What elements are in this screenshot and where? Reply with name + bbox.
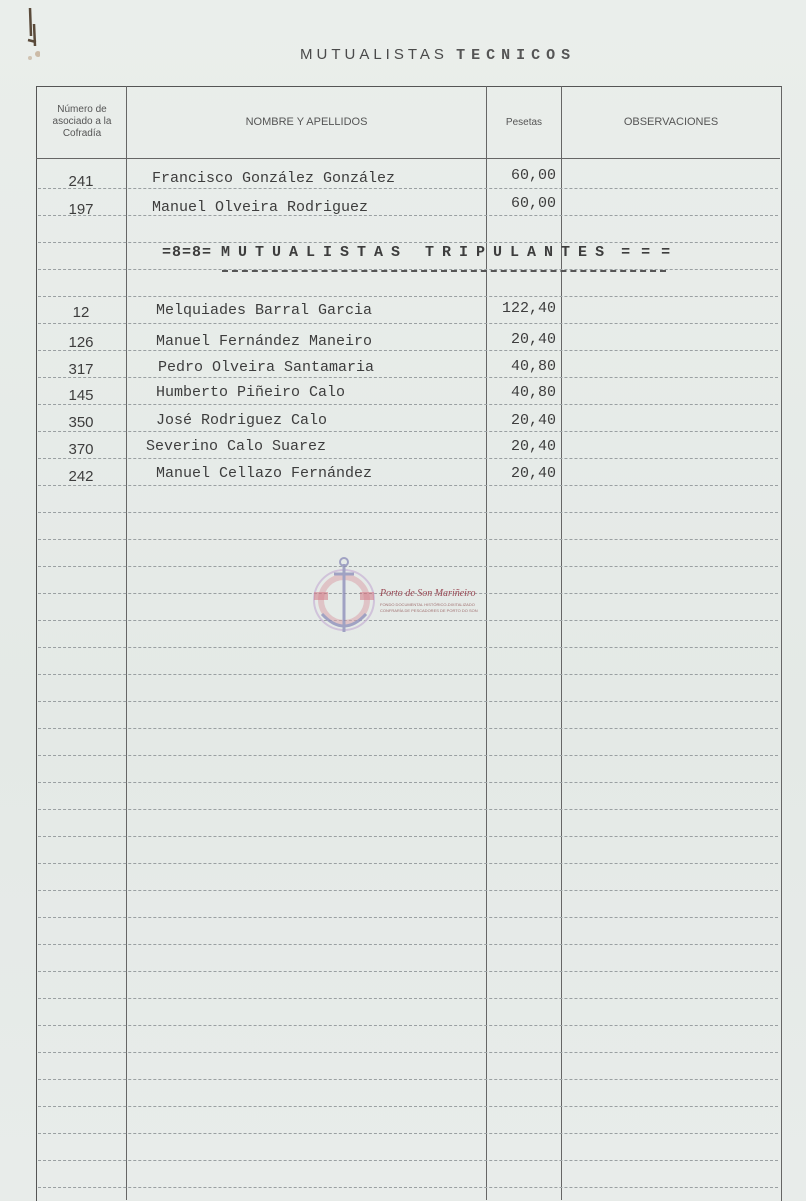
ruled-line <box>38 485 778 486</box>
ruled-line <box>38 755 778 756</box>
archive-watermark-logo <box>308 556 508 646</box>
ruled-line <box>38 728 778 729</box>
table-row-number: 242 <box>68 468 94 485</box>
table-row-pesetas: 20,40 <box>510 438 556 455</box>
ruled-line <box>38 188 778 189</box>
ruled-line <box>38 431 778 432</box>
table-row-pesetas: 122,40 <box>501 300 556 317</box>
table-row-name: Melquiades Barral Garcia <box>156 302 373 319</box>
ruled-line <box>38 1160 778 1161</box>
column-header-name: NOMBRE Y APELLIDOS <box>245 116 368 128</box>
watermark-caption <box>380 602 510 614</box>
column-header-pesetas: Pesetas <box>505 116 543 128</box>
ruled-line <box>38 863 778 864</box>
table-row-pesetas: 20,40 <box>510 465 556 482</box>
table-row-number: 12 <box>72 304 90 321</box>
table-row-pesetas: 40,80 <box>510 384 556 401</box>
table-row-name: Pedro Olveira Santamaria <box>158 359 375 376</box>
subheading-text: MUTUALISTAS TRIPULANTES <box>221 244 613 261</box>
ruled-line <box>38 404 778 405</box>
ruled-line <box>38 1052 778 1053</box>
corner-stain-mark <box>24 6 40 66</box>
subheading-underline <box>222 270 666 272</box>
ruled-line <box>38 377 778 378</box>
watermark-caption-line2: CONFRARÍA DE PESCADORES DE PORTO DO SON <box>380 608 478 613</box>
table-row-pesetas: 60,00 <box>510 195 556 212</box>
table-row-name: Manuel Olveira Rodriguez <box>152 199 369 216</box>
column-divider-1 <box>126 86 127 1200</box>
ruled-line <box>38 971 778 972</box>
ruled-line <box>38 512 778 513</box>
ruled-line <box>38 890 778 891</box>
ruled-line <box>38 539 778 540</box>
ruled-line <box>38 458 778 459</box>
ruled-line <box>38 836 778 837</box>
table-row-name: Severino Calo Suarez <box>146 438 327 455</box>
table-row-pesetas: 20,40 <box>510 412 556 429</box>
table-row-number: 370 <box>68 441 94 458</box>
ruled-line <box>38 215 778 216</box>
ruled-line <box>38 323 778 324</box>
ruled-line <box>38 350 778 351</box>
column-header-number: Número de asociado a la Cofradía <box>52 104 112 139</box>
heading-typed: TECNICOS <box>456 47 577 64</box>
ruled-line <box>38 701 778 702</box>
table-row-number: 317 <box>68 361 94 378</box>
table-row-number: 197 <box>68 201 94 218</box>
ruled-line <box>38 782 778 783</box>
subheading-suffix: = = = <box>621 244 672 261</box>
table-row-number: 350 <box>68 414 94 431</box>
column-header-observations: OBSERVACIONES <box>623 116 719 128</box>
table-row-name: Francisco González González <box>152 170 396 187</box>
table-row-number: 126 <box>68 334 94 351</box>
table-row-name: Humberto Piñeiro Calo <box>156 384 346 401</box>
ruled-line <box>38 647 778 648</box>
ruled-line <box>38 1187 778 1188</box>
table-row-name: José Rodriguez Calo <box>156 412 328 429</box>
ruled-line <box>38 1133 778 1134</box>
ruled-line <box>38 674 778 675</box>
table-row-name: Manuel Cellazo Fernández <box>156 465 373 482</box>
ruled-line <box>38 296 778 297</box>
heading-label: MUTUALISTAS <box>300 46 448 63</box>
ruled-line <box>38 1106 778 1107</box>
header-separator <box>36 158 780 159</box>
ruled-line <box>38 809 778 810</box>
ruled-line <box>38 917 778 918</box>
ruled-line <box>38 1025 778 1026</box>
ruled-line <box>38 944 778 945</box>
page-heading <box>300 46 700 64</box>
table-row-number: 241 <box>68 173 94 190</box>
ruled-line <box>38 1079 778 1080</box>
table-row-pesetas: 20,40 <box>510 331 556 348</box>
section-subheading <box>162 244 671 261</box>
watermark-caption-line1: FONDO DOCUMENTAL HISTÓRICO-DIXITALIZADO <box>380 602 475 607</box>
ruled-line <box>38 998 778 999</box>
table-row-name: Manuel Fernández Maneiro <box>156 333 373 350</box>
table-row-number: 145 <box>68 387 94 404</box>
table-row-pesetas: 60,00 <box>510 167 556 184</box>
ruled-line <box>38 242 778 243</box>
subheading-prefix: =8=8= <box>162 244 213 261</box>
table-row-pesetas: 40,80 <box>510 358 556 375</box>
watermark-brand: Porto de Son Mariñeiro <box>380 588 476 599</box>
